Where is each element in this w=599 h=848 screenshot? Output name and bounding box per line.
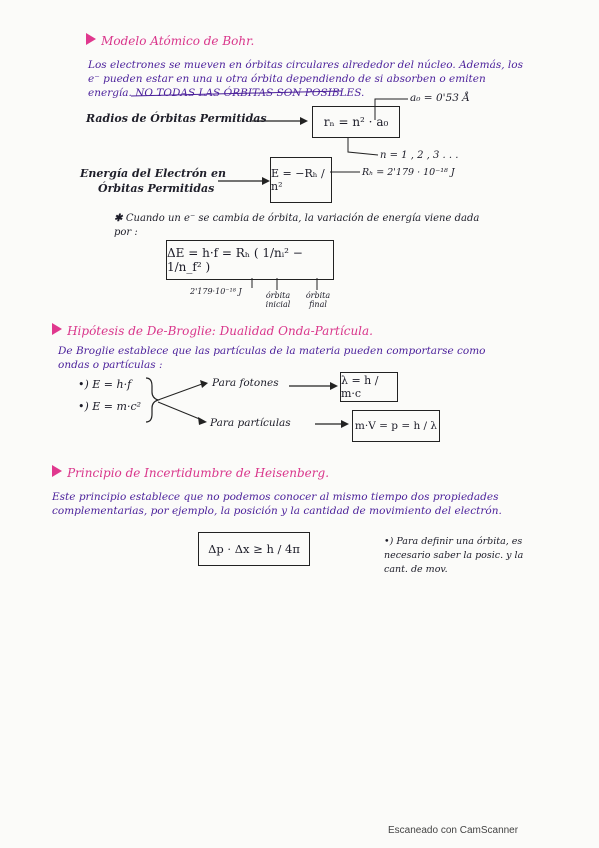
orbit-final-note: órbita final bbox=[305, 291, 331, 309]
heisenberg-note-line: necesario saber la posic. y la bbox=[384, 550, 524, 561]
heisenberg-title: Principio de Incertidumbre de Heisenberg. bbox=[67, 466, 330, 480]
lambda-formula-box bbox=[340, 372, 398, 402]
radius-formula: rₙ = n² · a₀ bbox=[323, 115, 389, 129]
radius-formula-box bbox=[312, 106, 400, 138]
debroglie-intro-line: De Broglie establece que las partículas de la materia pueden comportarse como bbox=[58, 345, 486, 357]
photons-label: Para fotones bbox=[212, 377, 279, 389]
asterisk-bullet-icon: ✱ bbox=[114, 213, 126, 224]
debroglie-title: Hipótesis de De-Broglie: Dualidad Onda-Partícula. bbox=[67, 324, 373, 338]
debroglie-intro bbox=[58, 344, 538, 372]
heisenberg-note-line: •) Para definir una órbita, es bbox=[384, 536, 523, 547]
uncertainty-formula-box bbox=[198, 532, 310, 566]
energy-change-note bbox=[114, 212, 554, 240]
momentum-formula-box bbox=[352, 410, 440, 442]
heisenberg-note-text: Para definir una órbita, es bbox=[396, 536, 523, 547]
delta-energy-formula: ΔE = h·f = Rₕ ( 1/nᵢ² − 1/n_f² ) bbox=[167, 246, 303, 274]
bohr-intro bbox=[88, 58, 548, 100]
n-values: n = 1 , 2 , 3 . . . bbox=[380, 150, 459, 161]
energy-change-line: por : bbox=[114, 227, 138, 238]
heading-bullet-icon bbox=[86, 33, 96, 45]
heisenberg-note bbox=[384, 535, 523, 577]
energy-label-line: Energía del Electrón en bbox=[80, 167, 226, 180]
heisenberg-intro bbox=[52, 490, 572, 518]
heading-bullet-icon bbox=[52, 323, 62, 335]
eq-planck-text: E = h·f bbox=[92, 378, 132, 391]
energy-formula: E = −Rₕ / n² bbox=[271, 167, 325, 193]
heisenberg-note-line: cant. de mov. bbox=[384, 564, 448, 575]
heading-bullet-icon bbox=[52, 465, 62, 477]
eq-planck: •) E = h·f bbox=[78, 378, 132, 391]
energy-change-line: Cuando un e⁻ se cambia de órbita, la variación de energía viene dada bbox=[125, 213, 480, 224]
eq-einstein-text: E = m·c² bbox=[92, 400, 142, 413]
scanner-footer: Escaneado con CamScanner bbox=[388, 825, 519, 836]
radius-label: Radios de Órbitas Permitidas bbox=[86, 112, 267, 125]
energy-label-line: Órbitas Permitidas bbox=[98, 182, 215, 195]
uncertainty-formula: Δp · Δx ≥ h / 4π bbox=[208, 542, 300, 556]
bohr-intro-line: energía. NO TODAS LAS ÓRBITAS SON POSIBLES. bbox=[88, 87, 365, 99]
orbit-initial-note: órbita inicial bbox=[265, 291, 291, 309]
energy-formula-box bbox=[270, 157, 332, 203]
bohr-intro-line: Los electrones se mueven en órbitas circulares alrededor del núcleo. Además, los bbox=[88, 59, 523, 71]
debroglie-heading bbox=[52, 320, 373, 339]
bohr-heading bbox=[86, 30, 254, 49]
eq-einstein: •) E = m·c² bbox=[78, 400, 142, 413]
rh-value: Rₕ = 2'179 · 10⁻¹⁸ J bbox=[362, 167, 455, 178]
heisenberg-intro-line: Este principio establece que no podemos conocer al mismo tiempo dos propiedades bbox=[52, 491, 499, 503]
rh-note: 2'179·10⁻¹⁸ J bbox=[190, 287, 242, 296]
particles-label: Para partículas bbox=[210, 417, 291, 429]
momentum-formula: m·V = p = h / λ bbox=[354, 420, 438, 432]
energy-label bbox=[80, 166, 226, 196]
a0-value: a₀ = 0'53 Å bbox=[410, 92, 470, 104]
debroglie-intro-line: ondas o partículas : bbox=[58, 359, 163, 371]
bohr-intro-line: e⁻ pueden estar en una u otra órbita dependiendo de si absorben o emiten bbox=[88, 73, 486, 85]
heisenberg-intro-line: complementarias, por ejemplo, la posición y la cantidad de movimiento del electrón. bbox=[52, 505, 502, 517]
heisenberg-heading bbox=[52, 462, 329, 481]
lambda-formula: λ = h / m·c bbox=[341, 374, 379, 400]
delta-energy-box bbox=[166, 240, 334, 280]
bohr-title: Modelo Atómico de Bohr. bbox=[101, 34, 255, 48]
